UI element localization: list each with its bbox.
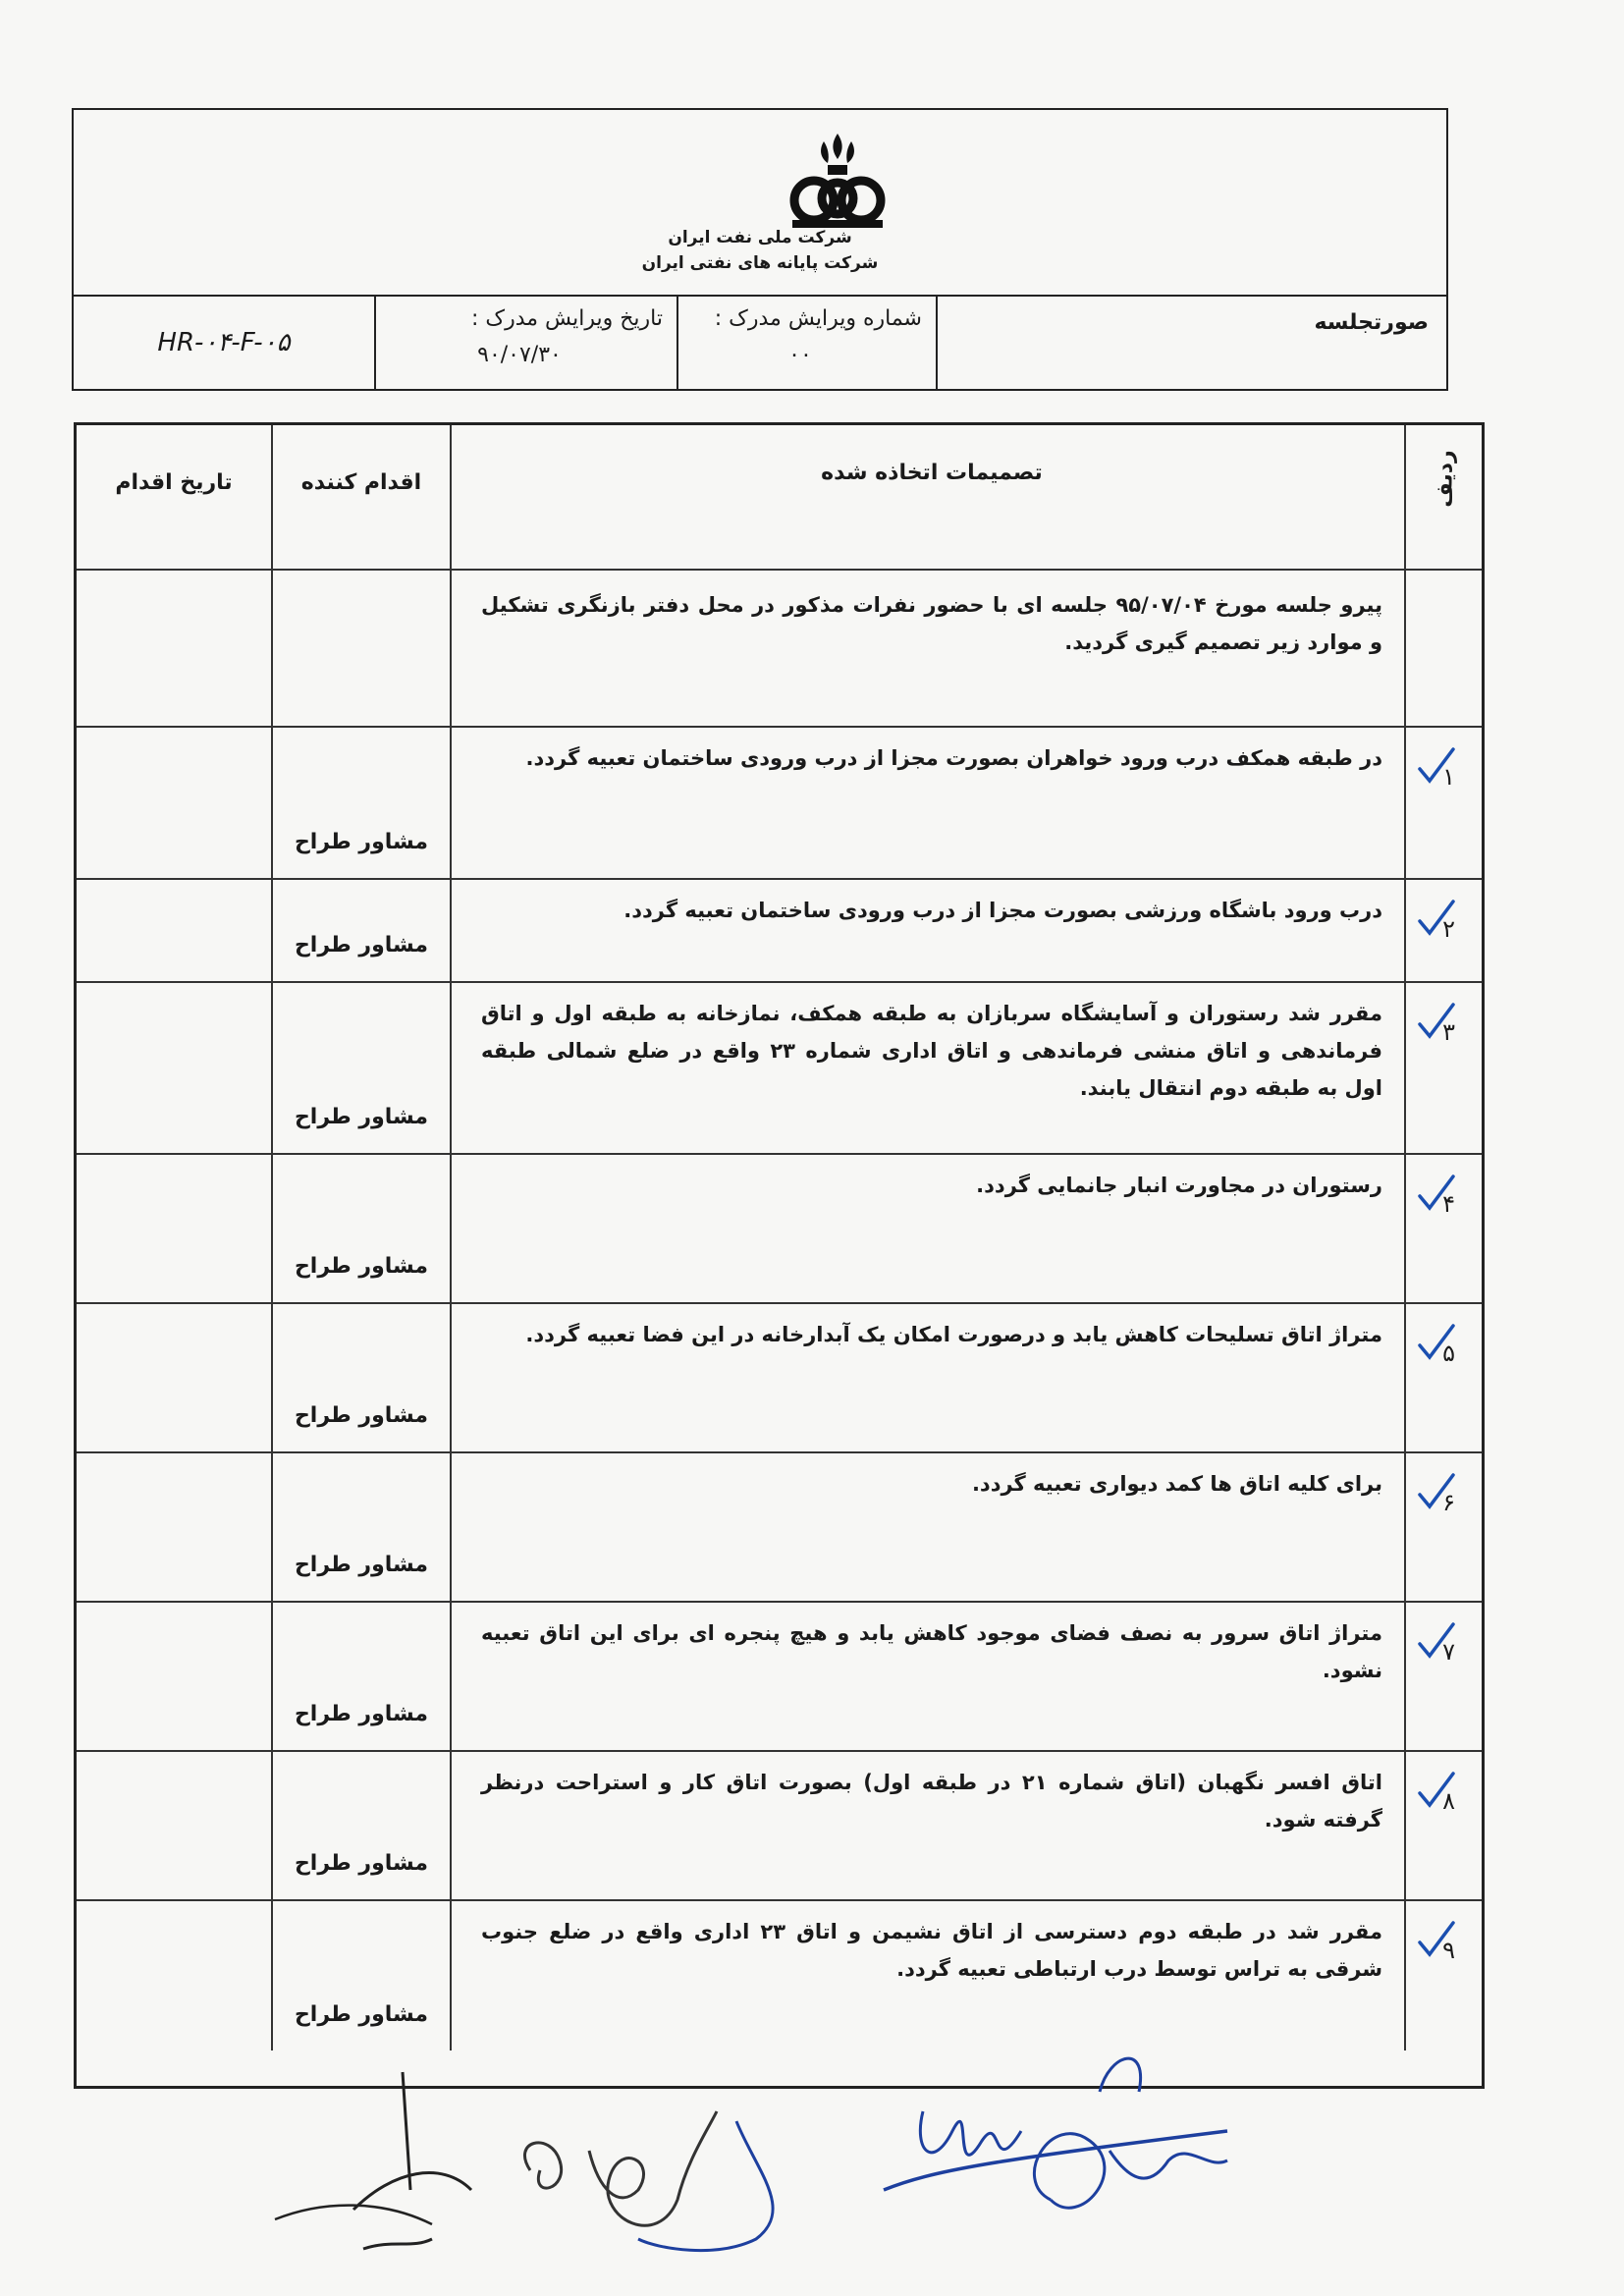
action-date-cell xyxy=(77,1752,271,1899)
action-date-cell xyxy=(77,1901,271,2050)
row-number: ۸ xyxy=(1442,1787,1455,1815)
logo-area xyxy=(74,110,1446,295)
decisions-table xyxy=(74,422,1485,2089)
action-by-cell xyxy=(271,728,450,878)
document-meta-row xyxy=(74,295,1446,391)
action-by-cell xyxy=(271,1155,450,1302)
check-mark-icon xyxy=(1414,1471,1457,1514)
row-number: ۱ xyxy=(1442,763,1455,791)
action-date-cell xyxy=(77,728,271,878)
row-number: ۶ xyxy=(1442,1489,1455,1516)
row-number-cell xyxy=(1404,1155,1485,1302)
decision-text: متراژ اتاق تسلیحات کاهش یابد و درصورت امکان یک آبدارخانه در این فضا تعبیه گردد. xyxy=(450,1304,1404,1451)
row-number-cell xyxy=(1404,1603,1485,1750)
row-number-cell xyxy=(1404,1901,1485,2050)
action-date-cell xyxy=(77,983,271,1153)
row-number: ۷ xyxy=(1442,1638,1455,1666)
row-number-cell xyxy=(1404,1752,1485,1899)
check-mark-icon xyxy=(1414,1001,1457,1044)
action-by-text: مشاور طراح xyxy=(294,1702,429,1726)
revision-date-value: ۹۰/۰۷/۳۰ xyxy=(477,343,562,367)
column-header-decisions: تصمیمات اتخاذه شده xyxy=(450,425,1404,569)
decision-text: مقرر شد رستوران و آسایشگاه سربازان به طبقه همکف، نمازخانه به طبقه اول و اتاق فرماندهی و اتاق منشی فرماندهی و اتاق اداری شماره ۲۳ واقع در ضلع شمالی طبقه اول به طبقه دوم انتقال یابند. xyxy=(450,983,1404,1153)
company-name: شرکت ملی نفت ایران xyxy=(668,228,852,247)
action-date-cell xyxy=(77,1603,271,1750)
row-number: ۵ xyxy=(1442,1339,1455,1367)
row-number-cell xyxy=(1404,728,1485,878)
action-date-cell xyxy=(77,1155,271,1302)
action-date-cell xyxy=(77,1453,271,1601)
revision-number-cell xyxy=(677,295,936,391)
check-mark-icon xyxy=(1414,745,1457,789)
decision-text: در طبقه همکف درب ورود خواهران بصورت مجزا از درب ورودی ساختمان تعبیه گردد. xyxy=(450,728,1404,878)
action-by-text: مشاور طراح xyxy=(294,1851,429,1876)
action-date-cell xyxy=(77,571,271,726)
revision-number-label: شماره ویرایش مدرک : xyxy=(714,306,922,331)
signatures-area xyxy=(245,2052,1424,2288)
decision-text: مقرر شد در طبقه دوم دسترسی از اتاق نشیمن و اتاق ۲۳ اداری واقع در ضلع جنوب شرقی به تراس توسط درب ارتباطی تعبیه گردد. xyxy=(450,1901,1404,2050)
action-by-cell xyxy=(271,1901,450,2050)
action-by-cell xyxy=(271,1304,450,1451)
action-by-cell xyxy=(271,880,450,981)
action-by-text: مشاور طراح xyxy=(294,2002,429,2027)
nioc-logo-icon xyxy=(779,128,896,234)
row-number-cell xyxy=(1404,983,1485,1153)
decision-text: اتاق افسر نگهبان (اتاق شماره ۲۱ در طبقه اول) بصورت اتاق کار و استراحت درنظر گرفته شود. xyxy=(450,1752,1404,1899)
row-number-cell xyxy=(1404,1304,1485,1451)
action-by-text: مشاور طراح xyxy=(294,933,429,957)
signatures-icon xyxy=(245,2052,1424,2288)
check-mark-icon xyxy=(1414,1770,1457,1813)
decision-row xyxy=(77,1453,1482,1603)
action-by-cell xyxy=(271,1453,450,1601)
row-number: ۹ xyxy=(1442,1937,1455,1964)
decision-row xyxy=(77,880,1482,983)
row-number: ۳ xyxy=(1442,1018,1455,1046)
check-mark-icon xyxy=(1414,1322,1457,1365)
revision-date-label: تاریخ ویرایش مدرک : xyxy=(471,306,663,331)
action-by-text: مشاور طراح xyxy=(294,830,429,854)
table-header-row xyxy=(77,425,1482,571)
row-number: ۲ xyxy=(1442,915,1455,943)
action-by-cell xyxy=(271,983,450,1153)
action-date-cell xyxy=(77,1304,271,1451)
check-mark-icon xyxy=(1414,1173,1457,1216)
column-header-action-date: تاریخ اقدام xyxy=(115,470,233,495)
action-by-cell xyxy=(271,571,450,726)
document-title-text: صورتجلسه xyxy=(1314,310,1429,335)
document-title xyxy=(936,295,1448,391)
decision-row xyxy=(77,728,1482,880)
decision-row xyxy=(77,1752,1482,1901)
action-by-text: مشاور طراح xyxy=(294,1553,429,1577)
subsidiary-name: شرکت پایانه های نفتی ایران xyxy=(641,253,879,273)
decision-row xyxy=(77,1304,1482,1453)
action-by-cell xyxy=(271,1752,450,1899)
column-header-row-number: ردیف xyxy=(1404,425,1485,569)
decision-text: متراژ اتاق سرور به نصف فضای موجود کاهش یابد و هیچ پنجره ای برای این اتاق تعبیه نشود. xyxy=(450,1603,1404,1750)
decision-text: برای کلیه اتاق ها کمد دیواری تعبیه گردد. xyxy=(450,1453,1404,1601)
decision-text: رستوران در مجاورت انبار جانمایی گردد. xyxy=(450,1155,1404,1302)
action-by-text: مشاور طراح xyxy=(294,1403,429,1428)
action-by-cell xyxy=(271,1603,450,1750)
revision-date-cell xyxy=(374,295,677,391)
revision-number-value: ۰۰ xyxy=(788,343,812,367)
decision-row xyxy=(77,1155,1482,1304)
intro-row xyxy=(77,571,1482,728)
check-mark-icon xyxy=(1414,1919,1457,1962)
intro-text: پیرو جلسه مورخ ۹۵/۰۷/۰۴ جلسه ای با حضور نفرات مذکور در محل دفتر بازنگری تشکیل و موارد زیر تصمیم گیری گردید. xyxy=(450,571,1404,726)
decision-row xyxy=(77,983,1482,1155)
row-number-cell xyxy=(1404,571,1485,726)
column-header-action-by: اقدام کننده xyxy=(271,425,450,569)
action-by-text: مشاور طراح xyxy=(294,1105,429,1129)
decision-row xyxy=(77,1603,1482,1752)
row-number-cell xyxy=(1404,1453,1485,1601)
decision-row xyxy=(77,1901,1482,2050)
document-code: HR-۰۴-F-۰۵ xyxy=(74,295,374,391)
row-number-cell xyxy=(1404,880,1485,981)
row-number: ۴ xyxy=(1442,1190,1455,1218)
document-header xyxy=(72,108,1448,391)
action-by-text: مشاور طراح xyxy=(294,1254,429,1279)
check-mark-icon xyxy=(1414,898,1457,941)
action-date-cell xyxy=(77,880,271,981)
check-mark-icon xyxy=(1414,1620,1457,1664)
decision-text: درب ورود باشگاه ورزشی بصورت مجزا از درب ورودی ساختمان تعبیه گردد. xyxy=(450,880,1404,981)
